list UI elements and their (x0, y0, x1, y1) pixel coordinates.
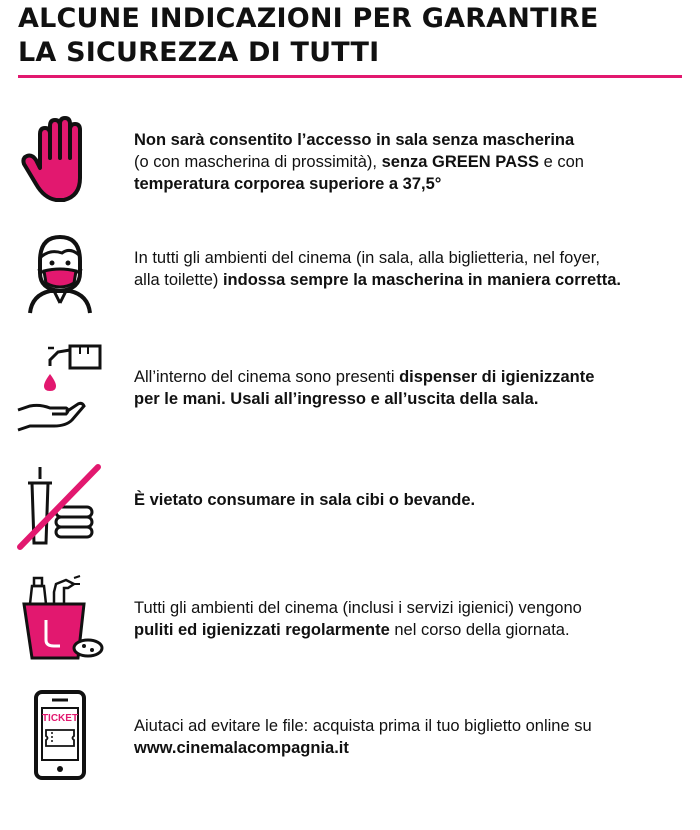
cleaning-bucket-icon (10, 570, 110, 670)
person-mask-icon (10, 225, 110, 325)
rule-text: Tutti gli ambienti del cinema (inclusi i servizi igienici) vengono puliti ed igienizzati regolarmente nel corso della giornata. (134, 599, 582, 639)
hand-sanitizer-icon (10, 340, 110, 440)
mobile-ticket-icon (10, 688, 110, 788)
rule-text: In tutti gli ambienti del cinema (in sala, alla biglietteria, nel foyer, alla toilette) indossa sempre la mascherina in maniera corretta. (134, 249, 621, 289)
title-line-1: ALCUNE INDICAZIONI PER GARANTIRE (18, 3, 599, 34)
stop-hand-icon (10, 112, 110, 212)
rule-text: All’interno del cinema sono presenti dispenser di igienizzante per le mani. Usali all’ingresso e all’uscita della sala. (134, 368, 595, 408)
title-line-2: LA SICUREZZA DI TUTTI (18, 37, 380, 68)
page-title (18, 2, 599, 70)
rule-text: È vietato consumare in sala cibi o bevande. (134, 491, 476, 509)
title-divider (18, 75, 682, 78)
website-link[interactable]: www.cinemalacompagnia.it (134, 739, 349, 757)
rule-text: Aiutaci ad evitare le file: acquista prima il tuo biglietto online su www.cinemalacompagnia.it (134, 717, 592, 757)
no-food-drink-icon (10, 453, 110, 553)
ticket-label: TICKET (41, 713, 79, 724)
rule-text: Non sarà consentito l’accesso in sala senza mascherina (o con mascherina di prossimità), senza GREEN PASS e con temperatura corporea superiore a 37,5° (134, 131, 584, 193)
